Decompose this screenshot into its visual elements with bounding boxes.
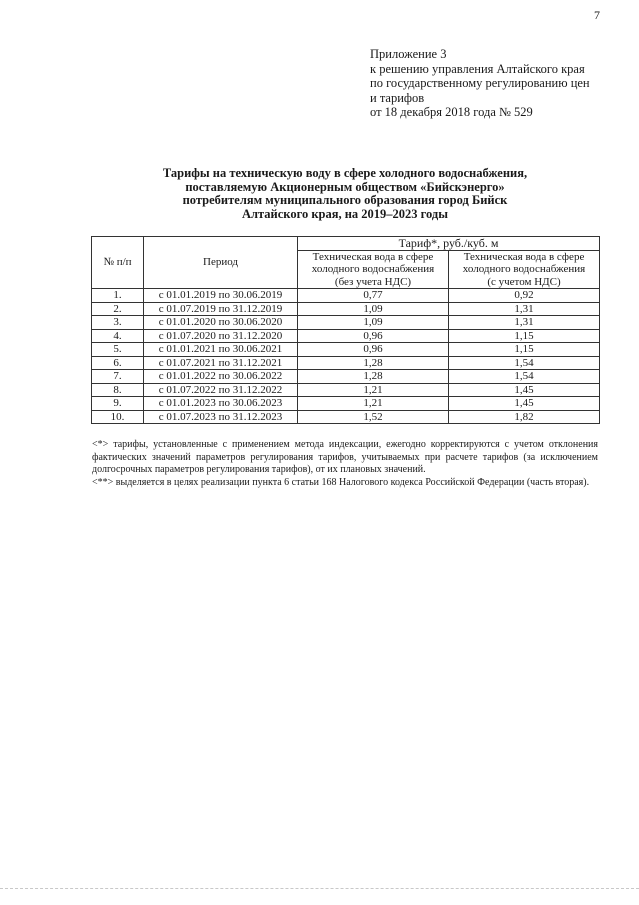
table-row xyxy=(92,397,600,411)
header-no-vat xyxy=(298,250,449,289)
table-row xyxy=(92,289,600,303)
header-vat-line: холодного водоснабжения xyxy=(462,263,586,275)
row-no-vat: 0,77 xyxy=(298,289,449,303)
row-period: с 01.07.2020 по 31.12.2020 xyxy=(144,329,298,343)
page-number: 7 xyxy=(594,8,600,22)
row-no-vat: 1,09 xyxy=(298,316,449,330)
row-no-vat: 1,28 xyxy=(298,356,449,370)
appendix-line: Приложение 3 xyxy=(370,47,447,61)
row-num: 6. xyxy=(92,356,144,370)
row-vat: 1,82 xyxy=(449,410,600,424)
table-row xyxy=(92,329,600,343)
row-num: 2. xyxy=(92,302,144,316)
header-period: Период xyxy=(144,237,298,289)
table-row xyxy=(92,356,600,370)
footnote: <*> тарифы, установленные с применением метода индексации, ежегодно корректируются с учетом отклонения фактических значений параметров регулирования тарифов, учитываемых при расчете тарифов (за исключением долгосрочных параметров регулирования тарифов), от их плановых значений. xyxy=(92,439,598,475)
row-vat: 0,92 xyxy=(449,289,600,303)
header-tariff: Тариф*, руб./куб. м xyxy=(298,237,600,251)
row-period: с 01.01.2021 по 30.06.2021 xyxy=(144,343,298,357)
row-num: 3. xyxy=(92,316,144,330)
row-num: 5. xyxy=(92,343,144,357)
row-no-vat: 0,96 xyxy=(298,343,449,357)
row-period: с 01.07.2021 по 31.12.2021 xyxy=(144,356,298,370)
row-no-vat: 1,28 xyxy=(298,370,449,384)
row-period: с 01.01.2019 по 30.06.2019 xyxy=(144,289,298,303)
row-no-vat: 1,21 xyxy=(298,383,449,397)
row-period: с 01.07.2023 по 31.12.2023 xyxy=(144,410,298,424)
appendix-line: по государственному регулированию цен xyxy=(370,76,590,90)
row-period: с 01.07.2019 по 31.12.2019 xyxy=(144,302,298,316)
title-line: потребителям муниципального образования город Бийск xyxy=(182,193,508,207)
title-line: Алтайского края, на 2019–2023 годы xyxy=(241,206,449,221)
row-num: 1. xyxy=(92,289,144,303)
row-vat: 1,54 xyxy=(449,370,600,384)
row-num: 7. xyxy=(92,370,144,384)
table-row xyxy=(92,410,600,424)
table-row xyxy=(92,370,600,384)
row-num: 10. xyxy=(92,410,144,424)
row-period: с 01.01.2020 по 30.06.2020 xyxy=(144,316,298,330)
row-period: с 01.01.2023 по 30.06.2023 xyxy=(144,397,298,411)
header-vat xyxy=(449,250,600,289)
footnote: <**> выделяется в целях реализации пункта 6 статьи 168 Налогового кодекса Российской Федерации (часть вторая). xyxy=(92,476,590,488)
title-line: Тарифы на техническую воду в сфере холодного водоснабжения, xyxy=(162,166,528,180)
row-no-vat: 1,52 xyxy=(298,410,449,424)
header-no-vat-line: Техническая вода в сфере xyxy=(312,250,434,263)
appendix-line: от 18 декабря 2018 года № 529 xyxy=(370,105,533,119)
header-vat-line: Техническая вода в сфере xyxy=(463,250,585,263)
row-vat: 1,15 xyxy=(449,343,600,357)
title-line: поставляемую Акционерным обществом «Бийскэнерго» xyxy=(185,179,505,194)
table-row xyxy=(92,302,600,316)
table-row xyxy=(92,343,600,357)
document-title xyxy=(110,167,580,221)
row-no-vat: 1,21 xyxy=(298,397,449,411)
row-vat: 1,54 xyxy=(449,356,600,370)
row-num: 9. xyxy=(92,397,144,411)
row-no-vat: 1,09 xyxy=(298,302,449,316)
row-period: с 01.01.2022 по 30.06.2022 xyxy=(144,370,298,384)
tariff-table xyxy=(91,236,600,424)
row-vat: 1,31 xyxy=(449,316,600,330)
row-vat: 1,31 xyxy=(449,302,600,316)
row-num: 8. xyxy=(92,383,144,397)
appendix-line: и тарифов xyxy=(370,90,425,105)
header-num: № п/п xyxy=(92,237,144,289)
row-vat: 1,45 xyxy=(449,397,600,411)
footnotes xyxy=(92,439,598,489)
appendix-line: к решению управления Алтайского края xyxy=(370,61,585,76)
row-vat: 1,15 xyxy=(449,329,600,343)
header-no-vat-line: холодного водоснабжения xyxy=(311,263,435,275)
table-row xyxy=(92,383,600,397)
scan-edge-divider xyxy=(0,888,639,889)
row-no-vat: 0,96 xyxy=(298,329,449,343)
header-no-vat-line: (без учета НДС) xyxy=(334,275,412,288)
header-vat-line: (с учетом НДС) xyxy=(487,275,561,288)
row-vat: 1,45 xyxy=(449,383,600,397)
row-period: с 01.07.2022 по 31.12.2022 xyxy=(144,383,298,397)
table-row xyxy=(92,316,600,330)
row-num: 4. xyxy=(92,329,144,343)
appendix-header xyxy=(370,47,590,120)
